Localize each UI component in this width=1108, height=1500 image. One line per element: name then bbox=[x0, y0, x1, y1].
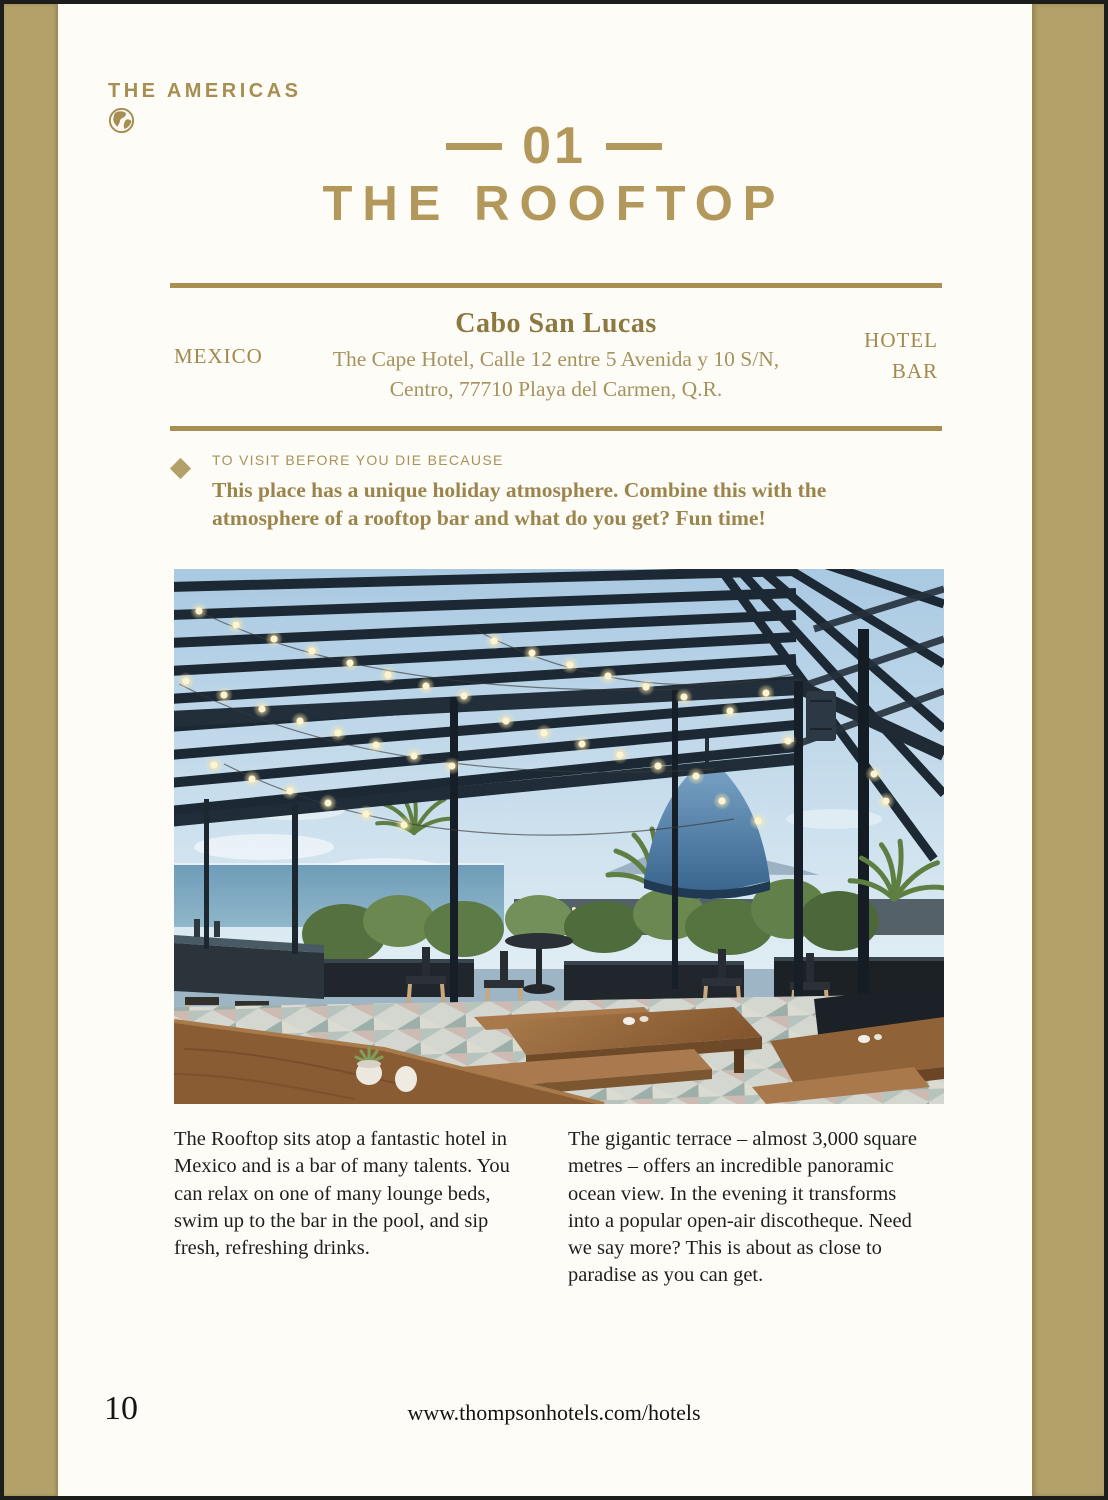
reason-text: This place has a unique holiday atmosphere. Combine this with the atmosphere of a rooftop bar and what do you get? Fun time! bbox=[212, 478, 827, 530]
page-number: 10 bbox=[104, 1390, 138, 1427]
chapter-dash-left bbox=[446, 143, 502, 150]
body-column-right: The gigantic terrace – almost 3,000 square metres – offers an incredible panoramic ocean view. In the evening it transforms into a popular open-air discotheque. Need we say more? This is about as close to paradise as you can get. bbox=[568, 1128, 917, 1287]
location-block bbox=[170, 283, 942, 431]
rooftop-bar-photo bbox=[174, 569, 944, 1104]
diamond-icon bbox=[170, 458, 191, 479]
chapter-number-row bbox=[4, 116, 1104, 176]
venue-type-line-2: BAR bbox=[891, 359, 938, 384]
reason-section bbox=[170, 452, 870, 533]
venue-address bbox=[294, 345, 818, 404]
reason-label: TO VISIT BEFORE YOU DIE BECAUSE bbox=[212, 452, 504, 468]
city-name: Cabo San Lucas bbox=[455, 308, 657, 339]
chapter-number: 01 bbox=[522, 117, 586, 175]
address-line-1: The Cape Hotel, Calle 12 entre 5 Avenida y 10 S/N, bbox=[332, 347, 780, 371]
address-line-2: Centro, 77710 Playa del Carmen, Q.R. bbox=[389, 376, 723, 401]
body-column-left: The Rooftop sits atop a fantastic hotel in Mexico and is a bar of many talents. You can relax on one of many lounge beds, swim up to the bar in the pool, and sip fresh, refreshing drinks. bbox=[174, 1128, 510, 1259]
page-title: THE ROOFTOP bbox=[322, 177, 786, 231]
body-columns bbox=[174, 1126, 924, 1290]
venue-type-line-1: HOTEL bbox=[864, 327, 938, 352]
country-label: MEXICO bbox=[174, 343, 263, 368]
region-label: THE AMERICAS bbox=[108, 80, 302, 102]
footer-url: www.thompsonhotels.com/hotels bbox=[407, 1400, 701, 1425]
venue-type bbox=[818, 325, 938, 388]
chapter-dash-right bbox=[606, 143, 662, 150]
